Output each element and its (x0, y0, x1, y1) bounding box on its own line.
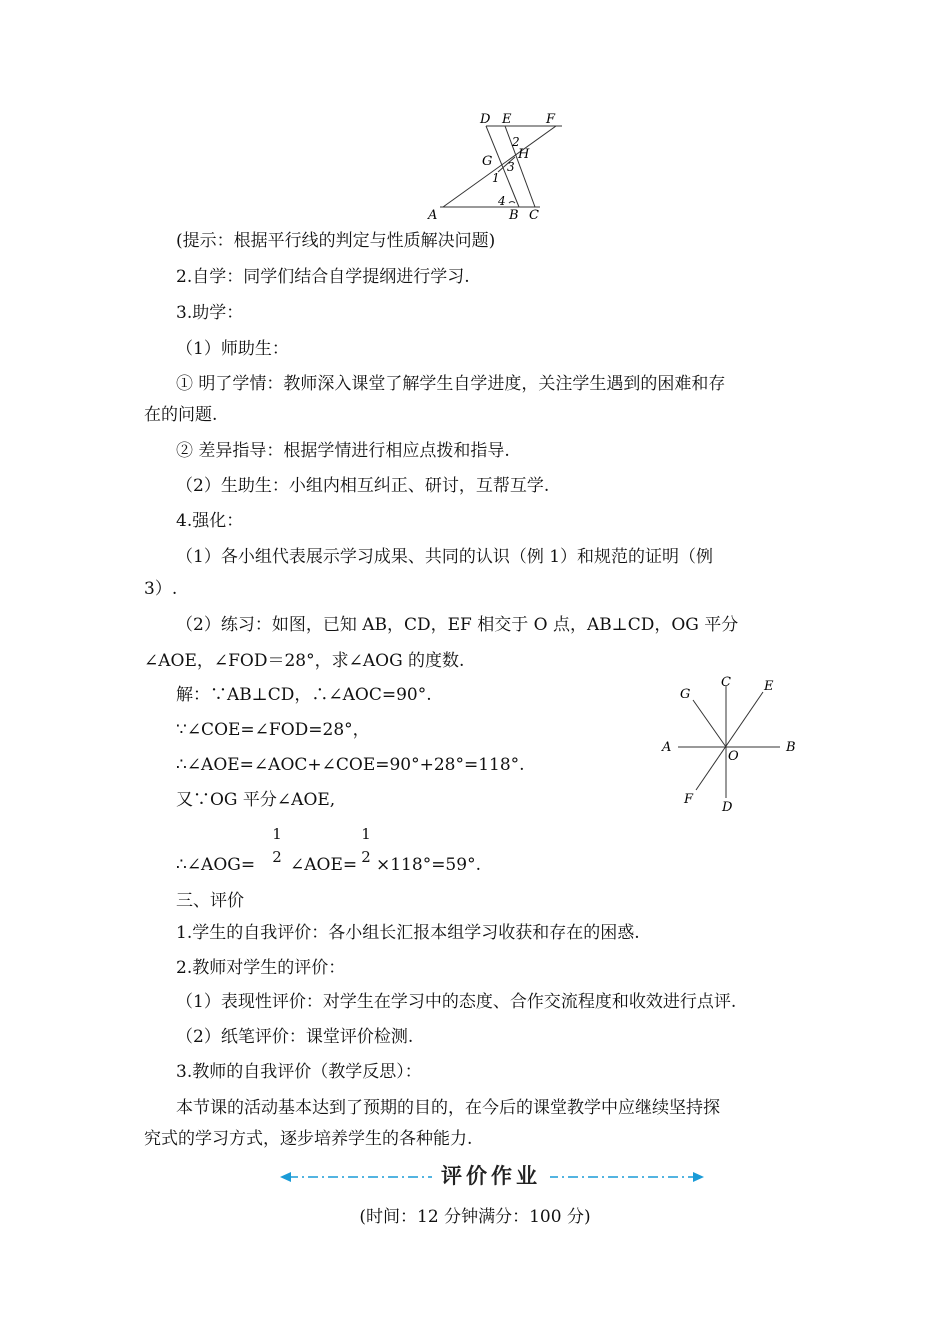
fig1-angle-2: 2 (512, 135, 520, 149)
fraction-1-numerator: 1 (272, 825, 282, 843)
step-3-heading: 3.助学： (176, 303, 244, 323)
fig1-angle-4: 4 (498, 194, 506, 208)
step-2-self-study: 2.自学：同学们结合自学提纲进行学习. (176, 267, 470, 287)
solution-line-2: ∵∠COE=∠FOD=28°， (176, 720, 370, 740)
section-3-heading: 三、评价 (176, 891, 244, 911)
fig2-label-d: D (722, 800, 733, 815)
fig1-label-d: D (480, 112, 491, 127)
parallel-lines-figure (420, 108, 570, 224)
hint-text: (提示：根据平行线的判定与性质解决问题) (176, 231, 496, 251)
step-3-2-peer-help: （2）生助生：小组内相互纠正、研讨，互帮互学. (176, 476, 550, 496)
fig1-label-c: C (529, 208, 539, 223)
fig1-label-g: G (482, 154, 493, 169)
evaluation-3: 3.教师的自我评价（教学反思）： (176, 1062, 422, 1082)
step-4-2-line1: （2）练习：如图，已知 AB，CD，EF 相交于 O 点，AB⊥CD，OG 平分 (176, 615, 739, 635)
fraction-2-numerator: 1 (361, 825, 371, 843)
fraction-2-denominator: 2 (361, 848, 371, 866)
evaluation-2: 2.教师对学生的评价： (176, 958, 346, 978)
step-3-1a-line2: 在的问题. (144, 405, 218, 425)
step-3-1a-line1: ① 明了学情：教师深入课堂了解学生自学进度，关注学生遇到的困难和存 (176, 374, 726, 394)
reflection-line-2: 究式的学习方式，逐步培养学生的各种能力. (144, 1129, 473, 1149)
time-note: (时间：12 分钟满分：100 分) (359, 1207, 591, 1227)
fig2-label-o: O (728, 749, 739, 764)
fig2-label-c: C (721, 675, 731, 690)
banner-title: 评价作业 (432, 1160, 550, 1192)
fig2-label-b: B (786, 740, 796, 755)
fig1-label-b: B (509, 208, 519, 223)
fig2-label-a: A (662, 740, 672, 755)
fig2-label-f: F (684, 792, 694, 807)
solution-line-4: 又∵OG 平分∠AOE, (176, 790, 336, 810)
step-3-1b: ② 差异指导：根据学情进行相应点拨和指导. (176, 441, 510, 461)
fig1-label-h: H (518, 147, 530, 162)
fig2-label-e: E (764, 679, 774, 694)
solution-line-5a: ∴∠AOG= (176, 855, 256, 875)
fig1-label-a: A (428, 208, 438, 223)
solution-line-5c: ×118°=59°. (376, 855, 481, 875)
fig2-label-g: G (680, 687, 691, 702)
evaluation-2-1: （1）表现性评价：对学生在学习中的态度、合作交流程度和收效进行点评. (176, 992, 737, 1012)
fig1-angle-1: 1 (492, 171, 500, 185)
solution-line-1: 解：∵AB⊥CD，∴∠AOC=90°. (176, 685, 432, 705)
intersecting-lines-figure (650, 670, 810, 820)
fraction-1-denominator: 2 (272, 848, 282, 866)
fig1-label-e: E (502, 112, 512, 127)
step-3-1-teacher-help: （1）师助生： (176, 339, 289, 359)
step-4-heading: 4.强化： (176, 511, 244, 531)
reflection-line-1: 本节课的活动基本达到了预期的目的，在今后的课堂教学中应继续坚持探 (176, 1098, 720, 1118)
evaluation-2-2: （2）纸笔评价：课堂评价检测. (176, 1027, 414, 1047)
fig1-label-f: F (546, 112, 556, 127)
step-4-1-line1: （1）各小组代表展示学习成果、共同的认识（例 1）和规范的证明（例 (176, 547, 714, 567)
step-4-2-line2: ∠AOE，∠FOD＝28°，求∠AOG 的度数. (144, 651, 465, 671)
solution-line-3: ∴∠AOE=∠AOC+∠COE=90°+28°=118°. (176, 755, 525, 775)
solution-line-5b: ∠AOE= (290, 855, 358, 875)
fig1-angle-3: 3 (507, 160, 515, 174)
step-4-1-line2: 3）. (144, 579, 178, 599)
evaluation-1: 1.学生的自我评价：各小组长汇报本组学习收获和存在的困惑. (176, 923, 640, 943)
